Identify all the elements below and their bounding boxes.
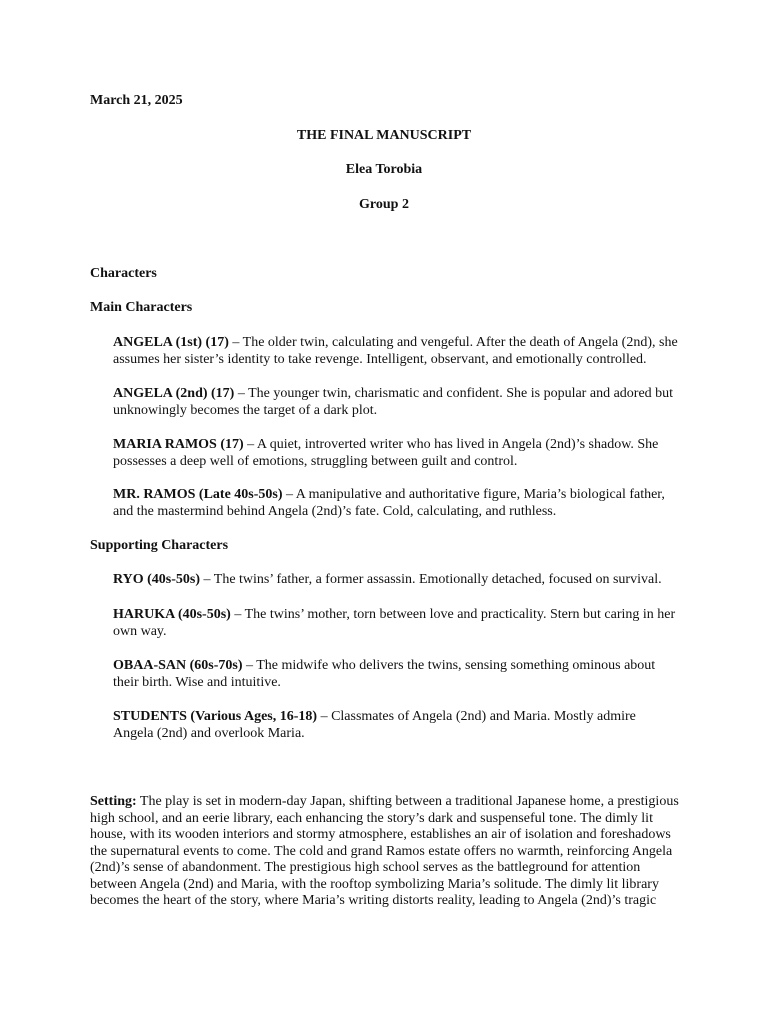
supporting-characters-heading: Supporting Characters [90,538,229,553]
character-entry [113,709,679,742]
character-entry [113,658,679,691]
setting-label: Setting: [90,794,137,809]
character-name: MARIA RAMOS (17) [113,437,244,452]
document-title: THE FINAL MANUSCRIPT [296,128,472,143]
character-entry [113,487,679,520]
character-entry [113,572,679,589]
main-characters-heading: Main Characters [90,300,193,315]
character-description: – The twins’ father, a former assassin. Emotionally detached, focused on survival. [200,572,662,587]
character-description: – The younger twin, charismatic and confident. She is popular and adored but unknowingly becomes the target of a dark plot. [113,386,674,418]
character-name: ANGELA (1st) (17) [113,335,229,350]
group: Group 2 [359,197,409,212]
character-description: – A quiet, introverted writer who has lived in Angela (2nd)’s shadow. She possesses a deep well of emotions, struggling between guilt and control. [113,437,659,469]
setting-text: The play is set in modern-day Japan, shifting between a traditional Japanese home, a prestigious high school, and an eerie library, each enhancing the story’s dark and suspenseful tone. The dimly lit house, with its wooden interiors and stormy atmosphere, establishes an air of isolation and foreshadows the supernatural events to come. The cold and grand Ramos estate offers no warmth, reinforcing Angela (2nd)’s sense of abandonment. The prestigious high school serves as the battleground for attention between Angela (2nd) and Maria, with the rooftop symbolizing Maria’s solitude. The dimly lit library becomes the heart of the story, where Maria’s writing distorts reality, leading to Angela (2nd)’s tragic [90,794,679,908]
character-name: RYO (40s-50s) [113,572,201,587]
character-name: HARUKA (40s-50s) [113,607,231,622]
setting-paragraph [90,794,680,910]
character-entry [113,437,679,470]
character-entry [113,386,679,419]
character-entry [113,335,679,368]
character-name: OBAA-SAN (60s-70s) [113,658,243,673]
date: March 21, 2025 [90,93,183,108]
character-entry [113,607,679,640]
character-name: STUDENTS (Various Ages, 16-18) [113,709,318,724]
character-description: – The twins’ mother, torn between love and practicality. Stern but caring in her own way. [113,607,676,639]
character-description: – The midwife who delivers the twins, sensing something ominous about their birth. Wise and intuitive. [113,658,656,690]
character-name: MR. RAMOS (Late 40s-50s) [113,487,283,502]
characters-heading: Characters [90,266,157,281]
character-description: – Classmates of Angela (2nd) and Maria. Mostly admire Angela (2nd) and overlook Maria. [113,709,636,741]
character-description: – The older twin, calculating and vengeful. After the death of Angela (2nd), she assumes her sister’s identity to take revenge. Intelligent, observant, and emotionally controlled. [113,335,678,367]
character-description: – A manipulative and authoritative figure, Maria’s biological father, and the mastermind behind Angela (2nd)’s fate. Cold, calculating, and ruthless. [113,487,665,519]
author: Elea Torobia [345,162,423,177]
character-name: ANGELA (2nd) (17) [113,386,235,401]
